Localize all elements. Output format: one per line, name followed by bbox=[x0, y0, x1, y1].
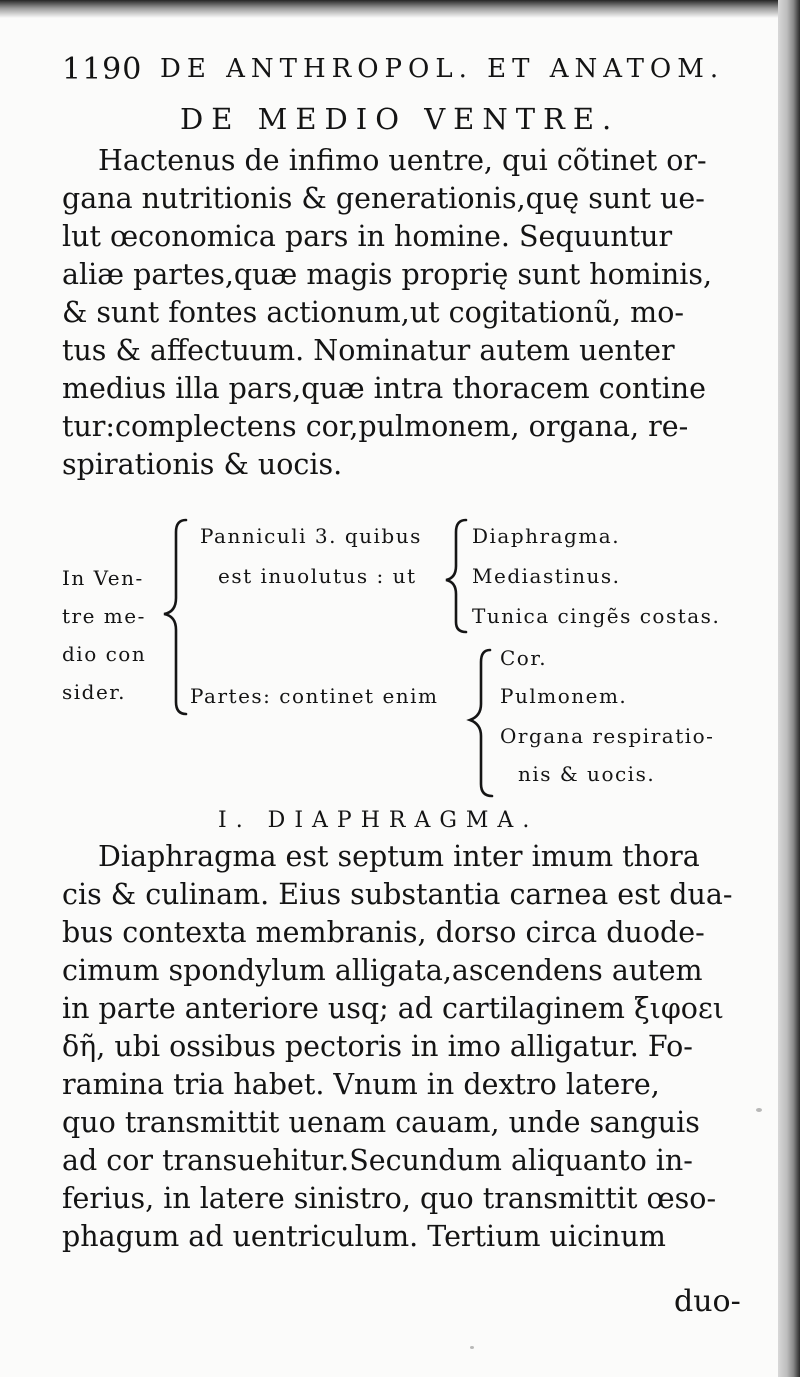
text-line: Hactenus de infimo uentre, qui cõtinet or- bbox=[98, 144, 707, 177]
text-line: quo transmittit uenam cauam, unde sanguis bbox=[62, 1106, 700, 1139]
catchword: duo- bbox=[674, 1284, 741, 1319]
text-line: & sunt fontes actionum,ut cogitationũ, mo- bbox=[62, 296, 684, 329]
root-label-line: tre me- bbox=[62, 604, 146, 628]
running-title: DE ANTHROPOL. ET ANATOM. bbox=[160, 54, 725, 84]
text-line: lut œconomica pars in homine. Sequuntur bbox=[62, 220, 673, 253]
branch-1-brace bbox=[446, 520, 466, 632]
sub-heading: I. DIAPHRAGMA. bbox=[218, 808, 539, 833]
text-line: cis & culinam. Eius substantia carnea est dua- bbox=[62, 878, 733, 911]
root-label-line: sider. bbox=[62, 680, 127, 704]
text-line: cimum spondylum alligata,ascendens autem bbox=[62, 954, 703, 987]
text-line: phagum ad uentriculum. Tertium uicinum bbox=[62, 1220, 666, 1253]
text-line: spirationis & uocis. bbox=[62, 448, 343, 481]
text-line: in parte anteriore usq; ad cartilaginem ξιφοει bbox=[62, 992, 724, 1025]
text-line: ramina tria habet. Vnum in dextro latere, bbox=[62, 1068, 660, 1101]
page-gutter-edge bbox=[778, 0, 800, 1377]
branch-1-item: Mediastinus. bbox=[472, 564, 621, 588]
branch-2-item: Organa respiratio- bbox=[500, 724, 715, 748]
text-line: tur:complectens cor,pulmonem, organa, re- bbox=[62, 410, 689, 443]
root-label-line: dio con bbox=[62, 642, 147, 666]
branch-1-label-line: Panniculi 3. quibus bbox=[200, 524, 422, 548]
text-line: gana nutritionis & generationis,quę sunt ue- bbox=[62, 182, 705, 215]
branch-1-label-line: est inuolutus : ut bbox=[218, 564, 417, 588]
branch-2-brace bbox=[470, 650, 492, 796]
text-line: tus & affectuum. Nominatur autem uenter bbox=[62, 334, 675, 367]
root-label-line: In Ven- bbox=[62, 566, 144, 590]
root-brace bbox=[164, 520, 186, 714]
text-line: bus contexta membranis, dorso circa duode- bbox=[62, 916, 705, 949]
branch-2-item: nis & uocis. bbox=[518, 762, 656, 786]
running-head bbox=[62, 52, 725, 96]
text-line: δῆ, ubi ossibus pectoris in imo alligatur. Fo- bbox=[62, 1030, 693, 1063]
page-top-shadow bbox=[0, 0, 800, 18]
text-line: ad cor transuehitur.Secundum aliquanto in- bbox=[62, 1144, 693, 1177]
ink-speck bbox=[470, 1346, 474, 1349]
branch-2-item: Cor. bbox=[500, 646, 548, 670]
branch-2-label: Partes: continet enim bbox=[190, 684, 439, 708]
branch-1-item: Tunica cingẽs costas. bbox=[472, 604, 721, 628]
text-line: Diaphragma est septum inter imum thora bbox=[98, 840, 700, 873]
text-line: aliæ partes,quæ magis proprię sunt hominis, bbox=[62, 258, 713, 291]
text-line: ferius, in latere sinistro, quo transmittit œso- bbox=[62, 1182, 717, 1215]
page-number: 1190 bbox=[62, 52, 143, 87]
section-heading: DE MEDIO VENTRE. bbox=[180, 102, 620, 136]
text-line: medius illa pars,quæ intra thoracem contine bbox=[62, 372, 707, 405]
branch-1-item: Diaphragma. bbox=[472, 524, 621, 548]
ink-speck bbox=[756, 1108, 762, 1112]
branch-2-item: Pulmonem. bbox=[500, 684, 628, 708]
